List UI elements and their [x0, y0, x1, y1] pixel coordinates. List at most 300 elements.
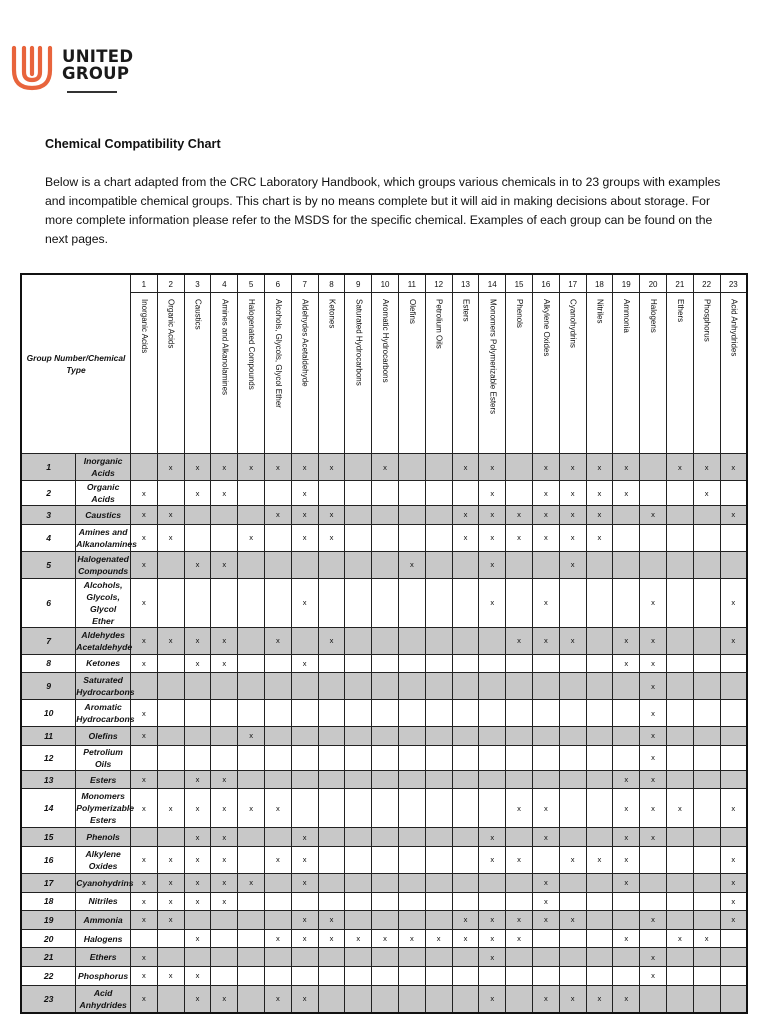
table-cell — [693, 911, 720, 930]
table-cell — [666, 745, 693, 770]
table-cell — [398, 506, 425, 525]
incompatible-mark: x — [479, 846, 506, 873]
table-cell — [640, 454, 667, 481]
table-row — [21, 873, 747, 892]
incompatible-mark: x — [291, 846, 318, 873]
incompatible-mark: x — [613, 627, 640, 654]
table-cell — [559, 727, 586, 746]
incompatible-mark: x — [506, 506, 533, 525]
table-cell — [291, 948, 318, 967]
table-cell — [559, 948, 586, 967]
row-name — [76, 627, 131, 654]
table-cell — [693, 985, 720, 1013]
table-cell — [506, 948, 533, 967]
row-name-line: Hydrocarbons — [76, 714, 135, 725]
table-cell — [693, 506, 720, 525]
incompatible-mark: x — [157, 789, 184, 828]
table-cell — [318, 873, 345, 892]
incompatible-mark: x — [184, 481, 211, 506]
table-cell — [398, 673, 425, 700]
table-cell — [720, 727, 747, 746]
column-header-divider — [613, 292, 639, 293]
incompatible-mark: x — [640, 966, 667, 985]
incompatible-mark: x — [479, 985, 506, 1013]
column-number: 2 — [168, 280, 173, 289]
column-header-divider — [319, 292, 345, 293]
column-header — [586, 274, 613, 454]
row-name — [76, 700, 135, 727]
table-cell — [452, 627, 479, 654]
row-name-line: Caustics — [85, 509, 122, 520]
table-cell — [398, 985, 425, 1013]
table-row — [21, 578, 747, 627]
incompatible-mark: x — [184, 789, 211, 828]
column-header-divider — [533, 292, 559, 293]
table-cell — [131, 745, 158, 770]
column-number: 14 — [487, 280, 497, 289]
table-cell — [586, 948, 613, 967]
column-number: 15 — [514, 280, 524, 289]
table-cell — [666, 873, 693, 892]
table-cell — [666, 892, 693, 911]
table-cell — [318, 948, 345, 967]
table-cell — [264, 911, 291, 930]
table-cell — [238, 911, 265, 930]
row-name — [76, 846, 131, 873]
table-cell — [318, 578, 345, 627]
row-number: 23 — [21, 985, 76, 1013]
table-row — [21, 966, 747, 985]
table-row — [21, 985, 747, 1013]
column-name: Phenols — [515, 299, 525, 328]
row-name-line: Ketones — [86, 658, 121, 669]
incompatible-mark: x — [506, 524, 533, 551]
table-cell — [586, 966, 613, 985]
incompatible-mark: x — [131, 481, 158, 506]
incompatible-mark: x — [479, 551, 506, 578]
incompatible-mark: x — [238, 524, 265, 551]
table-cell — [184, 700, 211, 727]
table-cell — [372, 846, 399, 873]
incompatible-mark: x — [479, 929, 506, 948]
incompatible-mark: x — [131, 966, 158, 985]
incompatible-mark: x — [532, 627, 559, 654]
table-cell — [264, 892, 291, 911]
incompatible-mark: x — [532, 789, 559, 828]
table-cell — [184, 727, 211, 746]
incompatible-mark: x — [532, 506, 559, 525]
table-cell — [506, 745, 533, 770]
incompatible-mark: x — [157, 892, 184, 911]
table-cell — [666, 966, 693, 985]
table-cell — [532, 929, 559, 948]
incompatible-mark: x — [532, 985, 559, 1013]
column-name: Nitriles — [595, 299, 605, 324]
column-number: 19 — [621, 280, 631, 289]
table-cell — [479, 627, 506, 654]
table-cell — [184, 524, 211, 551]
column-header-divider — [506, 292, 532, 293]
incompatible-mark: x — [291, 828, 318, 847]
row-name-line: Acid — [93, 987, 113, 998]
row-name-line: Nitriles — [88, 896, 118, 907]
table-cell — [666, 551, 693, 578]
table-cell — [264, 828, 291, 847]
table-cell — [264, 524, 291, 551]
table-cell — [559, 700, 586, 727]
row-name-line: Alkanolamines — [76, 538, 137, 549]
table-cell — [720, 654, 747, 673]
table-cell — [532, 654, 559, 673]
table-cell — [425, 745, 452, 770]
table-cell — [157, 985, 184, 1013]
table-cell — [184, 578, 211, 627]
incompatible-mark: x — [131, 846, 158, 873]
table-cell — [506, 551, 533, 578]
table-cell — [372, 578, 399, 627]
table-cell — [586, 789, 613, 828]
column-name: Esters — [461, 299, 471, 322]
incompatible-mark: x — [640, 745, 667, 770]
row-name-line: Organic Acids — [86, 482, 120, 504]
logo-underline — [67, 91, 117, 93]
table-cell — [157, 551, 184, 578]
incompatible-mark: x — [211, 627, 238, 654]
table-cell — [506, 892, 533, 911]
incompatible-mark: x — [452, 506, 479, 525]
column-header-divider — [185, 292, 211, 293]
table-row — [21, 745, 747, 770]
row-name-line: Aldehydes — [81, 629, 125, 640]
table-cell — [291, 966, 318, 985]
table-cell — [318, 846, 345, 873]
table-cell — [506, 770, 533, 789]
incompatible-mark: x — [291, 911, 318, 930]
row-name — [76, 481, 131, 506]
incompatible-mark: x — [157, 506, 184, 525]
table-cell — [157, 481, 184, 506]
row-number: 12 — [21, 745, 76, 770]
table-cell — [345, 481, 372, 506]
table-cell — [452, 892, 479, 911]
incompatible-mark: x — [291, 481, 318, 506]
row-name-line: Aromatic — [84, 702, 122, 713]
incompatible-mark: x — [131, 627, 158, 654]
table-cell — [452, 873, 479, 892]
row-name-line: Halogens — [83, 933, 123, 944]
table-cell — [425, 948, 452, 967]
incompatible-mark: x — [479, 948, 506, 967]
company-logo — [10, 44, 133, 93]
table-cell — [131, 828, 158, 847]
table-cell — [345, 789, 372, 828]
table-cell — [666, 673, 693, 700]
table-cell — [211, 948, 238, 967]
column-name: Cyanohydrins — [568, 299, 578, 348]
incompatible-mark: x — [131, 770, 158, 789]
table-cell — [479, 770, 506, 789]
incompatible-mark: x — [613, 789, 640, 828]
table-body — [21, 454, 747, 1013]
incompatible-mark: x — [559, 627, 586, 654]
incompatible-mark: x — [720, 506, 747, 525]
incompatible-mark: x — [720, 578, 747, 627]
column-number: 4 — [222, 280, 227, 289]
column-header-divider — [560, 292, 586, 293]
incompatible-mark: x — [532, 892, 559, 911]
table-cell — [720, 966, 747, 985]
table-cell — [425, 966, 452, 985]
table-cell — [157, 673, 184, 700]
row-name-line: Alcohols, — [83, 579, 123, 590]
table-cell — [291, 770, 318, 789]
column-header-divider — [238, 292, 264, 293]
table-cell — [586, 578, 613, 627]
incompatible-mark: x — [613, 454, 640, 481]
table-cell — [291, 789, 318, 828]
incompatible-mark: x — [559, 454, 586, 481]
table-cell — [398, 578, 425, 627]
table-cell — [238, 700, 265, 727]
table-cell — [479, 789, 506, 828]
table-cell — [211, 745, 238, 770]
table-cell — [532, 673, 559, 700]
table-cell — [559, 578, 586, 627]
table-cell — [184, 673, 211, 700]
column-header-divider — [479, 292, 505, 293]
table-cell — [264, 673, 291, 700]
table-cell — [586, 929, 613, 948]
row-number: 10 — [21, 700, 76, 727]
incompatible-mark: x — [157, 524, 184, 551]
row-number: 20 — [21, 929, 76, 948]
table-cell — [398, 727, 425, 746]
column-number: 6 — [275, 280, 281, 289]
table-cell — [264, 578, 291, 627]
table-cell — [666, 578, 693, 627]
row-name — [76, 578, 131, 627]
row-name-line: Compounds — [78, 565, 129, 576]
row-name-line: Ammonia — [83, 914, 123, 925]
table-cell — [559, 654, 586, 673]
table-cell — [532, 948, 559, 967]
incompatible-mark: x — [211, 985, 238, 1013]
column-name: Alcohols, Glycols, Glycol Ether — [273, 299, 283, 408]
table-cell — [720, 745, 747, 770]
incompatible-mark: x — [479, 506, 506, 525]
incompatible-mark: x — [131, 948, 158, 967]
table-cell — [372, 745, 399, 770]
table-cell — [345, 727, 372, 746]
table-cell — [666, 948, 693, 967]
table-cell — [157, 770, 184, 789]
table-cell — [640, 524, 667, 551]
table-cell — [452, 770, 479, 789]
row-name — [76, 506, 131, 525]
table-cell — [318, 985, 345, 1013]
incompatible-mark: x — [532, 481, 559, 506]
table-cell — [479, 873, 506, 892]
incompatible-mark: x — [666, 929, 693, 948]
table-cell — [238, 966, 265, 985]
table-cell — [666, 700, 693, 727]
row-name-line: Halogenated — [77, 553, 129, 564]
table-cell — [613, 524, 640, 551]
table-cell — [666, 481, 693, 506]
table-cell — [345, 673, 372, 700]
incompatible-mark: x — [479, 481, 506, 506]
row-name — [76, 551, 131, 578]
column-name: Ketones — [327, 299, 337, 329]
incompatible-mark: x — [184, 828, 211, 847]
table-cell — [666, 985, 693, 1013]
incompatible-mark: x — [613, 846, 640, 873]
incompatible-mark: x — [506, 929, 533, 948]
incompatible-mark: x — [479, 524, 506, 551]
incompatible-mark: x — [211, 892, 238, 911]
incompatible-mark: x — [318, 524, 345, 551]
table-cell — [452, 948, 479, 967]
table-cell — [345, 506, 372, 525]
table-row — [21, 506, 747, 525]
table-cell — [291, 727, 318, 746]
table-cell — [264, 770, 291, 789]
table-row — [21, 846, 747, 873]
table-cell — [479, 745, 506, 770]
incompatible-mark: x — [398, 551, 425, 578]
table-row — [21, 454, 747, 481]
incompatible-mark: x — [318, 911, 345, 930]
incompatible-mark: x — [264, 846, 291, 873]
table-cell — [559, 873, 586, 892]
row-name — [76, 654, 131, 673]
table-cell — [425, 770, 452, 789]
table-cell — [398, 654, 425, 673]
column-header — [559, 274, 586, 454]
row-name-line: Alkylene — [85, 848, 121, 859]
table-cell — [425, 654, 452, 673]
table-cell — [211, 727, 238, 746]
table-cell — [398, 828, 425, 847]
table-row — [21, 770, 747, 789]
table-cell — [211, 673, 238, 700]
table-cell — [452, 551, 479, 578]
table-cell — [291, 700, 318, 727]
table-cell — [720, 524, 747, 551]
row-name — [76, 929, 131, 948]
table-cell — [613, 911, 640, 930]
column-header-divider — [211, 292, 237, 293]
table-cell — [238, 770, 265, 789]
incompatible-mark: x — [211, 846, 238, 873]
table-cell — [666, 506, 693, 525]
table-cell — [559, 892, 586, 911]
column-header-row — [21, 274, 747, 454]
incompatible-mark: x — [586, 454, 613, 481]
table-cell — [372, 828, 399, 847]
incompatible-mark: x — [264, 454, 291, 481]
table-cell — [372, 654, 399, 673]
table-cell — [157, 700, 184, 727]
incompatible-mark: x — [640, 828, 667, 847]
table-cell — [318, 828, 345, 847]
incompatible-mark: x — [184, 985, 211, 1013]
table-row — [21, 892, 747, 911]
table-cell — [452, 727, 479, 746]
incompatible-mark: x — [184, 846, 211, 873]
incompatible-mark: x — [291, 929, 318, 948]
column-name: Aldehydes Acetaldehyde — [300, 299, 310, 387]
table-cell — [613, 966, 640, 985]
table-cell — [238, 481, 265, 506]
table-cell — [318, 770, 345, 789]
incompatible-mark: x — [586, 524, 613, 551]
table-cell — [238, 578, 265, 627]
column-header-divider — [721, 292, 746, 293]
table-cell — [372, 966, 399, 985]
column-header — [398, 274, 425, 454]
incompatible-mark: x — [211, 828, 238, 847]
incompatible-mark: x — [559, 985, 586, 1013]
incompatible-mark: x — [613, 828, 640, 847]
logo-wordmark-line1: UNITED — [62, 47, 134, 66]
incompatible-mark: x — [291, 524, 318, 551]
table-cell — [398, 948, 425, 967]
table-cell — [318, 673, 345, 700]
column-name: Inorganic Acids — [139, 299, 149, 354]
column-header — [506, 274, 533, 454]
table-cell — [693, 828, 720, 847]
incompatible-mark: x — [532, 828, 559, 847]
table-cell — [398, 627, 425, 654]
table-cell — [506, 727, 533, 746]
table-cell — [452, 481, 479, 506]
table-cell — [720, 948, 747, 967]
incompatible-mark: x — [532, 524, 559, 551]
table-cell — [157, 727, 184, 746]
incompatible-mark: x — [586, 985, 613, 1013]
incompatible-mark: x — [532, 911, 559, 930]
table-cell — [372, 948, 399, 967]
row-name-line: Ether — [92, 615, 115, 626]
compatibility-table — [20, 273, 748, 1014]
table-cell — [425, 578, 452, 627]
table-row — [21, 789, 747, 828]
incompatible-mark: x — [372, 454, 399, 481]
table-cell — [372, 727, 399, 746]
table-cell — [693, 578, 720, 627]
table-cell — [640, 985, 667, 1013]
incompatible-mark: x — [211, 789, 238, 828]
column-number: 3 — [195, 280, 200, 289]
row-number: 6 — [21, 578, 76, 627]
column-header — [318, 274, 345, 454]
incompatible-mark: x — [131, 700, 158, 727]
table-cell — [372, 551, 399, 578]
table-cell — [559, 789, 586, 828]
row-name-line: Esters — [89, 815, 117, 826]
incompatible-mark: x — [131, 789, 158, 828]
incompatible-mark: x — [720, 627, 747, 654]
table-row — [21, 551, 747, 578]
incompatible-mark: x — [291, 873, 318, 892]
incompatible-mark: x — [452, 524, 479, 551]
table-cell — [264, 700, 291, 727]
table-cell — [586, 828, 613, 847]
incompatible-mark: x — [666, 454, 693, 481]
table-cell — [398, 745, 425, 770]
column-header-divider — [345, 292, 371, 293]
